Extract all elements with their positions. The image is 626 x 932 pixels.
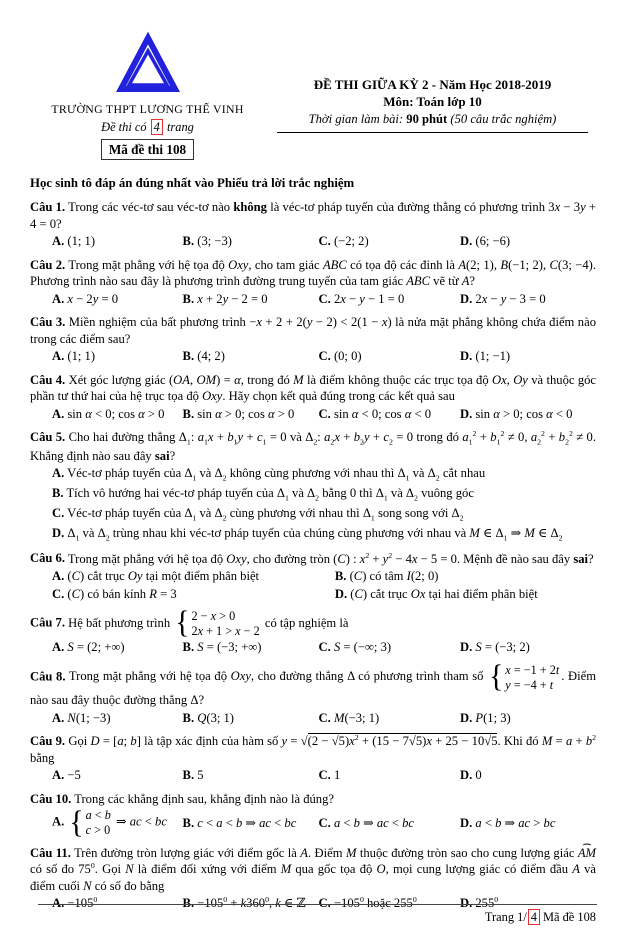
option-a: A. Véc-tơ pháp tuyến của $\Delta_1$ và $\Delta_2$ không cùng phương với nhau thì $\Delta_1$ và $\Delta_2$ cắt nhau: [52, 466, 486, 483]
option-letter: A.: [52, 814, 65, 829]
option-letter: A.: [52, 768, 65, 783]
option-letter: C.: [318, 234, 331, 249]
option-c: C. Véc-tơ pháp tuyến của $\Delta_1$ và $\Delta_2$ cùng phương với nhau thì $\Delta_1$ song song với $\Delta_2$: [52, 505, 464, 523]
options-row: [30, 568, 596, 602]
option-letter: C.: [318, 896, 331, 911]
pages-note: [30, 119, 265, 135]
question-body: [30, 372, 596, 405]
page-header: [30, 34, 596, 160]
option-a: A. sin α < 0; cos α > 0: [52, 406, 165, 421]
option-d: D. (C) cắt trục Ox tại hai điểm phân biệt: [334, 586, 538, 601]
option-b: B. Tích vô hướng hai véc-tơ pháp tuyến của $\Delta_1$ và $\Delta_2$ bằng 0 thì $\Delta_1$ và $\Delta_2$ vuông góc: [52, 486, 474, 503]
question-body: [30, 550, 596, 567]
option-letter: A.: [52, 640, 65, 655]
option-letter: A.: [52, 710, 65, 725]
page-footer: [485, 909, 596, 925]
option-letter: A.: [52, 406, 65, 421]
option-d: D. a < b ⇒ ac > bc: [459, 815, 556, 830]
question-body: [30, 791, 596, 807]
footer-exam-code: Mã đề 108: [543, 909, 596, 924]
question-body: [30, 314, 596, 347]
option-d: D. (1; −1): [459, 349, 511, 364]
option-b: B. (4; 2): [182, 349, 225, 364]
option-b: B. S = (−3; +∞): [182, 640, 262, 655]
header-left: [30, 34, 265, 160]
question-body: [30, 845, 596, 895]
option-letter: A.: [52, 466, 65, 481]
options-row: [30, 767, 596, 783]
question-label: Câu 4.: [30, 372, 66, 387]
option-a: A. N(1; −3): [52, 710, 111, 725]
option-c: C. 1: [318, 768, 341, 783]
option-letter: A.: [52, 349, 65, 364]
option-a: A. S = (2; +∞): [52, 640, 125, 655]
question-text: Trên đường tròn lượng giác với điểm gốc là A. Điểm M thuộc đường tròn sao cho cung lượng giác ⌢ AM có số đo $75^0$. Gọi N là điểm đối xứng với điểm M qua gốc tọa độ O, mọi cung lượng giác có điểm đầu A và điểm cuối N có số đo bằng: [30, 846, 596, 893]
duration-value: 90 phút: [406, 112, 448, 127]
option-c: C. S = (−∞; 3): [318, 640, 392, 655]
option-c: C. M(−3; 1): [318, 710, 380, 725]
question-text: Xét góc lượng giác (OA, OM) = α, trong đó M là điểm không thuộc các trục tọa độ Ox, Oy và thuộc góc phần tư thứ hai của hệ trục tọa độ Oxy. Hãy chọn kết quả đúng trong các kết quả sau: [30, 372, 597, 404]
question-8: [30, 659, 597, 726]
question-label: Câu 9.: [30, 734, 66, 749]
question-body: [30, 606, 596, 641]
options-row: [30, 348, 596, 364]
option-letter: B.: [182, 640, 195, 655]
option-a: A. −5: [52, 768, 81, 783]
option-b: B. $-105^0 + k360^0$, k ∈ ℤ: [182, 895, 306, 911]
option-a: A. (1; 1): [52, 234, 96, 249]
option-letter: D.: [459, 710, 473, 725]
question-text: Miền nghiệm của bất phương trình −x + 2 + 2(y − 2) < 2(1 − x) là nửa mặt phẳng không chứa điểm nào trong các điểm sau?: [30, 315, 596, 346]
options-row: [30, 805, 596, 840]
option-letter: D.: [459, 896, 473, 911]
question-label: Câu 5.: [30, 430, 66, 445]
option-letter: B.: [182, 768, 195, 783]
option-letter: C.: [52, 586, 65, 601]
footer-page-number: 4: [528, 909, 540, 925]
option-a: A. $-105^0$: [52, 895, 98, 911]
footer-rule: [38, 904, 597, 905]
option-d: D. 0: [459, 768, 482, 783]
question-5: [30, 429, 596, 543]
option-letter: D.: [52, 525, 65, 540]
exam-code-box: Mã đề thi 108: [101, 139, 194, 160]
question-11: [30, 845, 596, 912]
option-letter: C.: [52, 505, 65, 520]
exam-subject: Môn: Toán lớp 10: [383, 94, 482, 110]
option-letter: A.: [52, 569, 65, 584]
question-9: [30, 733, 596, 784]
question-text: Trong mặt phẳng với hệ tọa độ Oxy, cho tam giác ABC có tọa độ các đỉnh là A(2; 1), B(−1; 2), C(3; −4). Phương trình nào sau đây là phương trình đường trung tuyến của tam giác ABC vẽ từ A?: [30, 257, 596, 289]
option-d: D. S = (−3; 2): [459, 640, 530, 655]
question-text: Trong mặt phẳng với hệ tọa độ Oxy, cho đường thẳng Δ có phương trình tham số { x = −1 + 2t y = −4 + t . Điểm nào sau đây thuộc đường thẳng Δ?: [30, 659, 597, 708]
option-letter: B.: [182, 291, 195, 306]
option-d: D. $\Delta_1$ và $\Delta_2$ trùng nhau khi véc-tơ pháp tuyến của chúng cùng phương với nhau và M ∈ $\Delta_1$ ⇒ M ∈ $\Delta_2$: [52, 525, 563, 543]
option-d: D. (6; −6): [459, 234, 511, 249]
question-4: [30, 372, 596, 422]
question-label: Câu 1.: [30, 200, 66, 215]
question-text: Gọi D = [a; b] là tập xác định của hàm số $y = √(2 - √5)x^2 + (15 - 7√5)x + 25 - 10√5$. Khi đó $M = a + b^2$ bằng: [30, 733, 597, 765]
option-letter: A.: [52, 291, 65, 306]
option-letter: D.: [459, 640, 473, 655]
option-c: C. (−2; 2): [318, 234, 369, 249]
question-label: Câu 6.: [30, 551, 65, 566]
option-letter: D.: [459, 234, 473, 249]
option-letter: C.: [318, 406, 331, 421]
option-letter: C.: [318, 815, 331, 830]
question-body: [30, 733, 596, 766]
option-letter: D.: [334, 586, 348, 601]
options-row: [30, 465, 596, 543]
option-a: A. { a < b c > 0 ⇒ ac < bc: [52, 805, 167, 840]
question-10: [30, 791, 596, 838]
option-letter: D.: [459, 291, 473, 306]
duration-note: (50 câu trắc nghiệm): [450, 112, 557, 127]
question-2: [30, 257, 596, 307]
exam-duration: [277, 111, 588, 127]
question-text: Cho hai đường thẳng $\Delta_1$: $a_1x + b_1y + c_1 = 0$ và $\Delta_2$: $a_2x + b_2y + c_2 = 0$ trong đó $a_1^2 + b_1^2 \ne 0$, $a_2^2 + b_2^2 \ne 0$. Khẳng định nào sau đây sai?: [30, 429, 596, 463]
option-c: C. $-105^0$ hoặc $255^0$: [318, 895, 417, 911]
question-label: Câu 11.: [30, 845, 71, 860]
school-name: TRƯỜNG THPT LƯƠNG THẾ VINH: [51, 102, 244, 117]
options-row: [30, 406, 596, 422]
option-letter: D.: [459, 815, 473, 830]
option-d: D. $255^0$: [459, 895, 499, 911]
header-right: [277, 76, 588, 133]
option-letter: C.: [318, 768, 331, 783]
options-row: [30, 710, 596, 726]
option-letter: B.: [182, 406, 195, 421]
option-d: D. P(1; 3): [459, 710, 511, 725]
option-c: C. (C) có bán kính R = 3: [52, 586, 177, 601]
options-row: [30, 639, 596, 655]
option-d: D. 2x − y − 3 = 0: [459, 291, 546, 306]
pages-note-pre: Đề thi có: [101, 119, 147, 134]
question-text: Trong các véc-tơ sau véc-tơ nào không là véc-tơ pháp tuyến của đường thẳng có phương trình 3x − 3y + 4 = 0?: [30, 200, 597, 231]
option-letter: D.: [459, 349, 473, 364]
question-1: [30, 199, 596, 249]
exam-page: [0, 34, 626, 932]
option-b: B. x + 2y − 2 = 0: [182, 291, 268, 306]
question-body: [30, 199, 596, 232]
option-letter: B.: [182, 896, 195, 911]
question-3: [30, 314, 596, 364]
option-a: A. x − 2y = 0: [52, 291, 118, 306]
option-a: A. (1; 1): [52, 349, 96, 364]
option-d: D. sin α > 0; cos α < 0: [459, 406, 573, 421]
option-b: B. Q(3; 1): [182, 710, 235, 725]
question-body: [30, 659, 597, 709]
option-letter: C.: [318, 710, 331, 725]
question-label: Câu 2.: [30, 257, 66, 272]
question-body: [30, 429, 596, 464]
option-b: B. (3; −3): [182, 234, 232, 249]
option-letter: C.: [318, 291, 331, 306]
question-label: Câu 10.: [30, 791, 72, 806]
option-letter: B.: [52, 486, 64, 501]
duration-label: Thời gian làm bài:: [308, 112, 404, 127]
option-letter: D.: [459, 406, 473, 421]
option-letter: C.: [318, 349, 331, 364]
instruction-line: Học sinh tô đáp án đúng nhất vào Phiếu trả lời trắc nghiệm: [30, 176, 355, 191]
option-letter: B.: [182, 234, 195, 249]
option-b: B. 5: [182, 768, 204, 783]
pages-note-post: trang: [166, 119, 194, 134]
question-text: Trong mặt phẳng với hệ tọa độ Oxy, cho đường tròn (C) : $x^2 + y^2 - 4x - 5 = 0$. Mệnh đề nào sau đây sai?: [67, 550, 594, 566]
option-c: C. sin α < 0; cos α < 0: [318, 406, 432, 421]
option-b: B. sin α > 0; cos α > 0: [182, 406, 295, 421]
school-logo-icon: [117, 34, 179, 100]
option-letter: B.: [334, 569, 347, 584]
options-row: [30, 233, 596, 249]
option-b: B. (C) có tâm I(2; 0): [334, 569, 439, 584]
option-letter: C.: [318, 640, 331, 655]
questions: [30, 199, 596, 912]
option-b: B. c < a < b ⇒ ac < bc: [182, 815, 297, 830]
pages-note-number: 4: [151, 119, 163, 135]
question-label: Câu 3.: [30, 315, 66, 330]
option-letter: A.: [52, 896, 65, 911]
option-a: A. (C) cắt trục Oy tại một điểm phân biệt: [52, 569, 260, 584]
option-c: C. 2x − y − 1 = 0: [318, 291, 405, 306]
footer-page-label: Trang 1/: [484, 909, 527, 924]
option-c: C. (0; 0): [318, 349, 362, 364]
question-6: [30, 550, 596, 602]
question-text: Hệ bất phương trình { 2 − x > 0 2x + 1 > x − 2 có tập nghiệm là: [68, 606, 349, 641]
question-label: Câu 7.: [30, 615, 65, 630]
question-7: [30, 606, 596, 656]
option-letter: B.: [182, 349, 195, 364]
question-body: [30, 257, 596, 290]
option-c: C. a < b ⇒ ac < bc: [318, 815, 414, 830]
option-letter: B.: [182, 710, 195, 725]
options-row: [30, 291, 596, 307]
question-text: Trong các khẳng định sau, khẳng định nào là đúng?: [74, 791, 334, 806]
exam-title: ĐỀ THI GIỮA KỲ 2 - Năm Học 2018-2019: [313, 77, 552, 92]
option-letter: B.: [182, 815, 195, 830]
option-letter: A.: [52, 234, 65, 249]
question-label: Câu 8.: [30, 669, 66, 684]
option-letter: D.: [459, 768, 473, 783]
